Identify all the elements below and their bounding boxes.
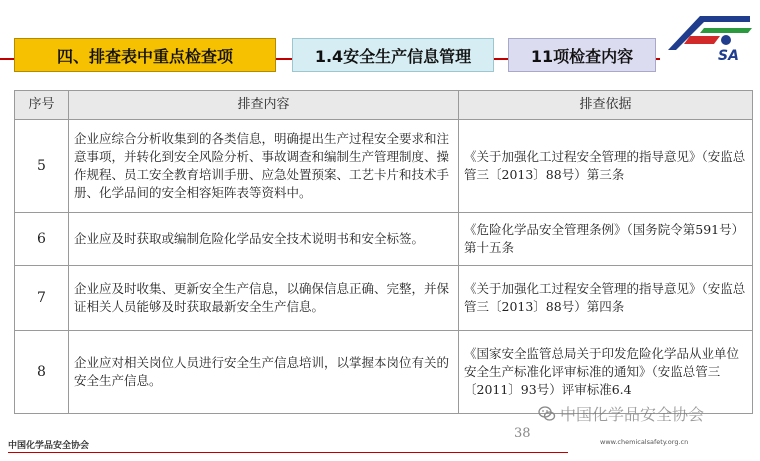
topic-label: 1.4安全生产信息管理 <box>292 38 494 72</box>
row-number: 7 <box>15 266 69 331</box>
table-row <box>15 213 753 266</box>
footer-divider <box>8 452 568 453</box>
row-content: 企业应综合分析收集到的各类信息，明确提出生产过程安全要求和注意事项，并转化到安全风险分析、事故调查和编制生产管理制度、操作规程、员工安全教育培训手册、应急处置预案、工艺卡片和技术手册、化学品间的安全相容矩阵表等资料中。 <box>69 120 459 213</box>
watermark <box>538 402 704 425</box>
watermark-text: 中国化学品安全协会 <box>560 405 705 424</box>
row-basis: 《关于加强化工过程安全管理的指导意见》（安监总管三〔2013〕88号）第三条 <box>459 120 753 213</box>
row-number: 8 <box>15 331 69 414</box>
table-row <box>15 266 753 331</box>
inspection-table <box>14 90 753 414</box>
row-basis: 《国家安全监管总局关于印发危险化学品从业单位安全生产标准化评审标准的通知》（安监总管三〔2011〕93号）评审标准6.4 <box>459 331 753 414</box>
logo-text: SA <box>718 48 739 64</box>
table-header-row <box>15 91 753 120</box>
row-number: 6 <box>15 213 69 266</box>
row-basis: 《关于加强化工过程安全管理的指导意见》（安监总管三〔2013〕88号）第四条 <box>459 266 753 331</box>
row-content: 企业应及时收集、更新安全生产信息，以确保信息正确、完整，并保证相关人员能够及时获取最新安全生产信息。 <box>69 266 459 331</box>
section-label: 四、排查表中重点检查项 <box>14 38 276 72</box>
header-basis: 排查依据 <box>459 91 753 120</box>
row-content: 企业应对相关岗位人员进行安全生产信息培训，以掌握本岗位有关的安全生产信息。 <box>69 331 459 414</box>
header-no: 序号 <box>15 91 69 120</box>
footer-org-name: 中国化学品安全协会 <box>8 441 90 451</box>
footer-url: www.chemicalsafety.org.cn <box>600 438 689 446</box>
wechat-icon <box>538 405 556 423</box>
csa-logo-icon <box>660 6 756 64</box>
row-content: 企业应及时获取或编制危险化学品安全技术说明书和安全标签。 <box>69 213 459 266</box>
count-label: 11项检查内容 <box>508 38 656 72</box>
row-number: 5 <box>15 120 69 213</box>
table-row <box>15 120 753 213</box>
row-basis: 《危险化学品安全管理条例》（国务院令第591号）第十五条 <box>459 213 753 266</box>
page-number: 38 <box>514 426 531 441</box>
header-content: 排查内容 <box>69 91 459 120</box>
